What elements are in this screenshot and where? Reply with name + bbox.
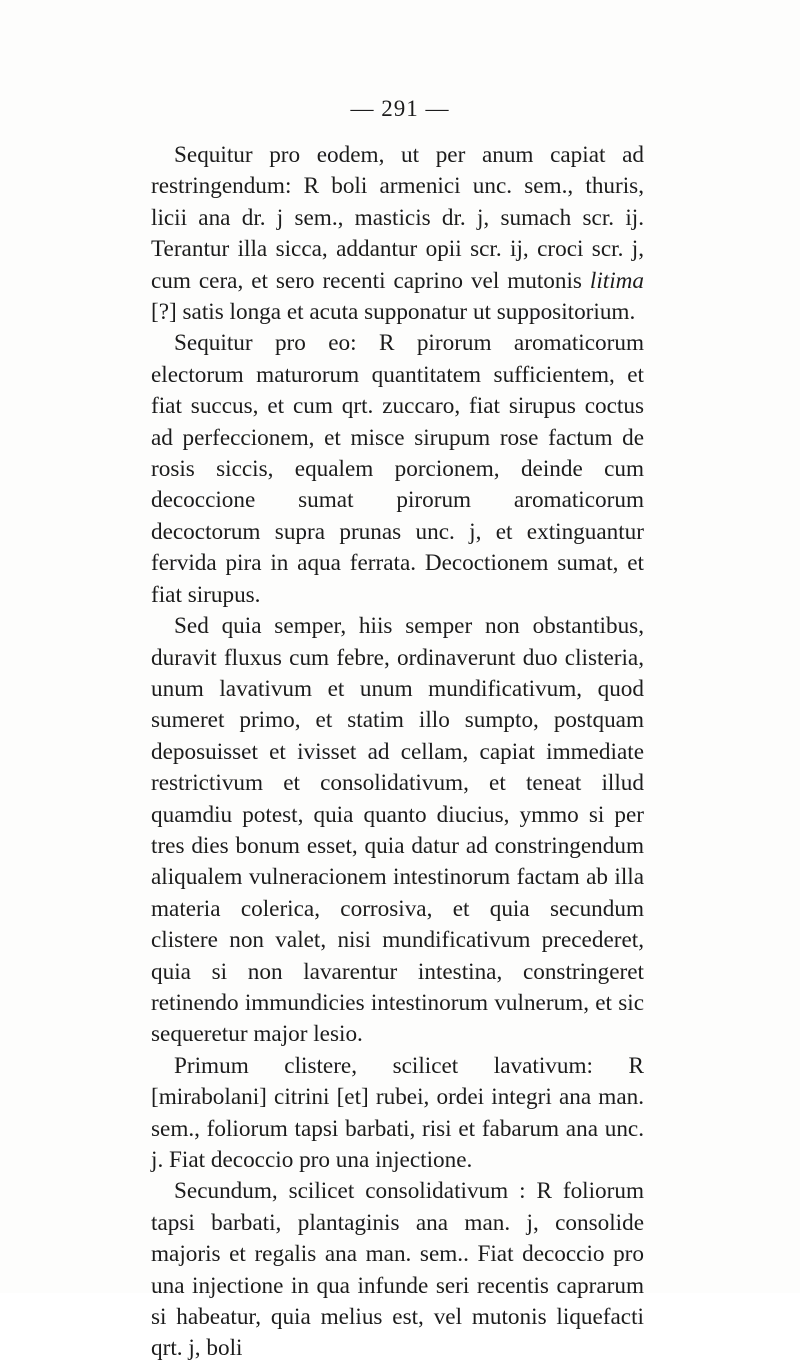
paragraph-1 [151,140,644,328]
page-body [151,140,644,1365]
paragraph-4: Primum clistere, scilicet lavativum: R [mirabolani] citrini [et] rubei, ordei integri ana man. sem., foliorum tapsi barbati, risi et fabarum ana unc. j. Fiat decoccio pro una injectione. [151,1052,644,1173]
paragraph-5: Secundum, scilicet consolidativum : R foliorum tapsi barbati, plantaginis ana man. j, consolide majoris et regalis ana man. sem.. Fiat decoccio pro una injectione in qua infunde seri recentis caprarum si habeatur, quia melius est, vel mutonis liquefacti qrt. j, boli [151,1178,644,1362]
paragraph-1-italic-word: litima [589,267,644,294]
paragraph-1-text-b: [?] satis longa et acuta supponatur ut suppositorium. [151,299,636,326]
page-number-header: — 291 — [350,96,450,121]
paragraph-2: Sequitur pro eo: R pirorum aromaticorum electorum maturorum quantitatem sufficientem, et fiat succus, et cum qrt. zuccaro, fiat sirupus coctus ad perfeccionem, et misce sirupum rose factum de rosis siccis, equalem porcionem, deinde cum decoccione sumat pirorum aromaticorum decoctorum supra prunas unc. j, et extinguantur fervida pira in aqua ferrata. Decoctionem sumat, et fiat sirupus. [151,330,644,608]
paragraph-3: Sed quia semper, hiis semper non obstantibus, duravit fluxus cum febre, ordinaverunt duo clisteria, unum lavativum et unum mundificativum, quod sumeret primo, et statim illo sumpto, postquam deposuisset et ivisset ad cellam, capiat immediate restrictivum et consolidativum, et teneat illud quamdiu potest, quia quanto diucius, ymmo si per tres dies bonum esset, quia datur ad constringendum aliqualem vulneracionem intestinorum factam ab illa materia colerica, corrosiva, et quia secundum clistere non valet, nisi mundificativum precederet, quia si non lavarentur intestina, constringeret retinendo immundicies intestinorum vulnerum, et sic sequeretur major lesio. [151,613,644,1048]
paragraph-1-text-a: Sequitur pro eodem, ut per anum capiat ad restringendum: R boli armenici unc. sem., thuris, licii ana dr. j sem., masticis dr. j, sumach scr. ij. Terantur illa sicca, addantur opii scr. ij, croci scr. j, cum cera, et sero recenti caprino vel mutonis [151,142,644,294]
